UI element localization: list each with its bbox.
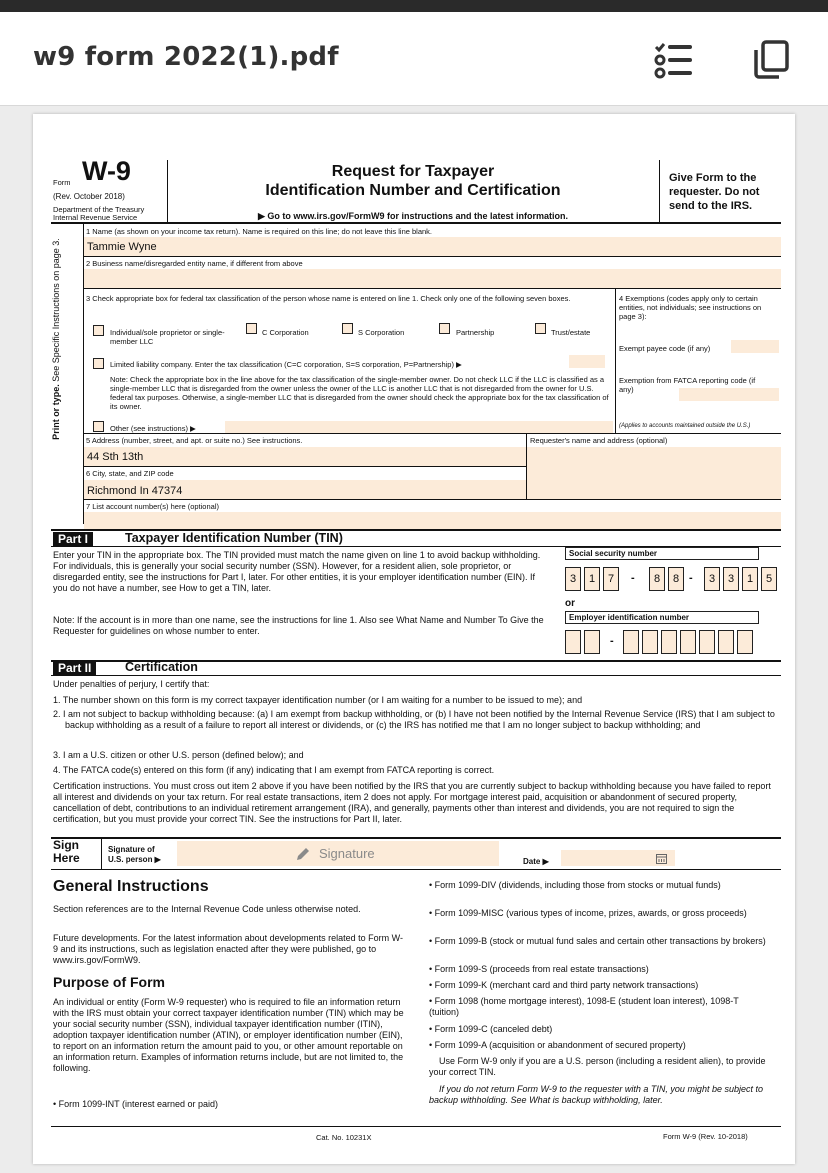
side-label: Print or type. See Specific Instructions on page 3.	[51, 238, 61, 440]
address-field[interactable]: 44 Sth 13th	[84, 447, 526, 466]
checklist-icon[interactable]	[652, 38, 696, 82]
ssn-digit-box[interactable]: 7	[603, 567, 619, 591]
form-1099-div: • Form 1099-DIV (dividends, including those from stocks or mutual funds)	[429, 880, 721, 890]
fatca-label: Exemption from FATCA reporting code (if any)	[619, 376, 756, 394]
catalog-number: Cat. No. 10231X	[316, 1133, 372, 1142]
ein-digit-box[interactable]	[699, 630, 715, 654]
ein-digit-box[interactable]	[737, 630, 753, 654]
city-state-zip-field[interactable]: Richmond In 47374	[84, 480, 526, 499]
ssn-digit-box[interactable]: 1	[742, 567, 758, 591]
c-corp-label: C Corporation	[262, 328, 309, 337]
signature-of-label: Signature of U.S. person ▶	[108, 845, 161, 864]
document-title: w9 form 2022(1).pdf	[33, 42, 339, 72]
individual-label: Individual/sole proprietor or single-member LLC	[110, 328, 225, 346]
llc-classification-field[interactable]	[569, 355, 605, 368]
date-field[interactable]	[561, 850, 675, 866]
cert-instructions: Certification instructions. You must cross out item 2 above if you have been notified by the IRS that you are currently subject to backup withholding because you have failed to report all interest and dividends on your tax return. For real estate transactions, item 2 does not apply. For mortgage interest paid, acquisition or abandonment of secured property, cancellation of debt, contributions to an individual retirement arrangement (IRA), and generally, payments other than interest and dividends, you are not required to sign the certification, but you must provide your correct TIN. See the instructions for Part II, later.	[53, 781, 771, 824]
trust-checkbox[interactable]	[535, 323, 546, 334]
part1-label: Part I	[53, 532, 93, 546]
ssn-digit-box[interactable]: 8	[649, 567, 665, 591]
form-1099-b: • Form 1099-B (stock or mutual fund sales and certain other transactions by brokers)	[429, 936, 766, 946]
copy-icon[interactable]	[750, 38, 794, 82]
form-name: W-9	[82, 156, 131, 186]
form-1099-int: • Form 1099-INT (interest earned or paid)	[53, 1099, 219, 1109]
ssn-digit-box[interactable]: 3	[723, 567, 739, 591]
partnership-checkbox[interactable]	[439, 323, 450, 334]
ssn-dash: -	[631, 572, 635, 584]
or-label: or	[565, 598, 575, 609]
ein-digit-box[interactable]	[584, 630, 600, 654]
line6-label: 6 City, state, and ZIP code	[86, 469, 174, 478]
llc-checkbox[interactable]	[93, 358, 104, 369]
account-number-field[interactable]	[84, 512, 781, 529]
cert-item-4: 4. The FATCA code(s) entered on this form (if any) indicating that I am exempt from FATCA reporting is correct.	[53, 765, 495, 775]
name-field[interactable]: Tammie Wyne	[84, 237, 781, 256]
cert-item-2: 2. I am not subject to backup withholding because: (a) I am exempt from backup withholding, or (b) I have not been notified by the Internal Revenue Service (IRS) that I am subject to backup withholding as a result of a failure to report all interest or dividends, or (c) the IRS has notified me that I am no longer subject to backup withholding; and	[53, 709, 775, 730]
goto-instructions: ▶ Go to www.irs.gov/FormW9 for instructions and the latest information.	[257, 211, 569, 221]
ssn-digit-box[interactable]: 8	[668, 567, 684, 591]
sign-here-label: Sign Here	[53, 838, 80, 865]
general-instructions-title: General Instructions	[53, 878, 209, 895]
signature-field[interactable]: Signature	[177, 841, 499, 866]
form-1099-a: • Form 1099-A (acquisition or abandonment of secured property)	[429, 1040, 686, 1050]
c-corp-checkbox[interactable]	[246, 323, 257, 334]
ssn-digit-box[interactable]: 5	[761, 567, 777, 591]
other-checkbox[interactable]	[93, 421, 104, 432]
ein-digit-box[interactable]	[642, 630, 658, 654]
s-corp-checkbox[interactable]	[342, 323, 353, 334]
part1-text: Enter your TIN in the appropriate box. The TIN provided must match the name given on line 1 to avoid backup withholding. For individuals, this is generally your social security number (SSN). However, for a resident alien, sole proprietor, or disregarded entity, see the instructions for Part I, later. For other entities, it is your employer identification number (EIN). If you do not have a number, see How to get a TIN, later.	[53, 550, 541, 593]
ssn-label: Social security number	[565, 547, 759, 560]
llc-label: Limited liability company. Enter the tax classification (C=C corporation, S=S corporation, P=Partnership) ▶	[110, 360, 462, 369]
form-title: Request for Taxpayer Identification Number and Certification	[265, 163, 561, 199]
ssn-dash: -	[689, 572, 693, 584]
give-form-note: Give Form to the requester. Do not send to the IRS.	[669, 172, 760, 212]
fatca-applies-note: (Applies to accounts maintained outside the U.S.)	[619, 423, 751, 429]
exempt-payee-field[interactable]	[731, 340, 779, 353]
backup-withholding-note: If you do not return Form W-9 to the requester with a TIN, you might be subject to backup withholding. See What is backup withholding, later.	[429, 1084, 763, 1105]
pen-icon	[295, 846, 311, 862]
requester-label: Requester's name and address (optional)	[530, 436, 668, 445]
use-w9-note: Use Form W-9 only if you are a U.S. person (including a resident alien), to provide your correct TIN.	[429, 1056, 766, 1077]
fatca-field[interactable]	[679, 388, 779, 401]
exempt-payee-label: Exempt payee code (if any)	[619, 344, 711, 353]
footer-form: Form W-9 (Rev. 10-2018)	[663, 1132, 748, 1141]
ein-digit-box[interactable]	[623, 630, 639, 654]
part2-title: Certification	[125, 660, 198, 674]
form-1099-c: • Form 1099-C (canceled debt)	[429, 1024, 553, 1034]
ein-digit-box[interactable]	[718, 630, 734, 654]
cert-item-1: 1. The number shown on this form is my correct taxpayer identification number (or I am waiting for a number to be issued to me); and	[53, 695, 583, 705]
form-label: Form	[53, 178, 71, 187]
calendar-icon[interactable]	[656, 853, 667, 864]
form-1098: • Form 1098 (home mortgage interest), 1098-E (student loan interest), 1098-T (tuition)	[429, 996, 739, 1017]
ssn-digit-box[interactable]: 1	[584, 567, 600, 591]
other-label: Other (see instructions) ▶	[110, 424, 196, 433]
ein-digit-box[interactable]	[661, 630, 677, 654]
general-p2: Future developments. For the latest information about developments related to Form W-9 and its instructions, such as legislation enacted after they were published, go to www.irs.gov/FormW9.	[53, 933, 404, 965]
line7-label: 7 List account number(s) here (optional)	[86, 502, 219, 511]
status-strip	[0, 0, 828, 12]
s-corp-label: S Corporation	[358, 328, 405, 337]
ssn-digit-box[interactable]: 3	[565, 567, 581, 591]
pdf-page	[33, 114, 795, 1164]
trust-label: Trust/estate	[551, 328, 591, 337]
ein-digit-box[interactable]	[565, 630, 581, 654]
app-bar	[0, 12, 828, 106]
part1-note: Note: If the account is in more than one name, see the instructions for line 1. Also see What Name and Number To Give the Requester for guidelines on whose number to enter.	[53, 615, 544, 636]
date-label: Date ▶	[523, 857, 549, 866]
part1-title: Taxpayer Identification Number (TIN)	[125, 531, 343, 545]
line2-label: 2 Business name/disregarded entity name, if different from above	[86, 259, 303, 268]
ein-dash: -	[610, 635, 614, 647]
cert-item-3: 3. I am a U.S. citizen or other U.S. person (defined below); and	[53, 750, 304, 760]
llc-note: Note: Check the appropriate box in the line above for the tax classification of the single-member owner. Do not check LLC if the LLC is classified as a single-member LLC that is disregarded from the owner unless the owner of the LLC is another LLC that is not disregarded from the owner for U.S. federal tax purposes. Otherwise, a single-member LLC that is disregarded from the owner should check the appropriate box for the tax classification of its owner.	[110, 375, 609, 411]
form-1099-k: • Form 1099-K (merchant card and third party network transactions)	[429, 980, 699, 990]
line1-label: 1 Name (as shown on your income tax return). Name is required on this line; do not leave this line blank.	[86, 227, 433, 236]
partnership-label: Partnership	[456, 328, 495, 337]
form-1099-misc: • Form 1099-MISC (various types of income, prizes, awards, or gross proceeds)	[429, 908, 747, 918]
line5-label: 5 Address (number, street, and apt. or suite no.) See instructions.	[86, 436, 303, 445]
individual-checkbox[interactable]	[93, 325, 104, 336]
form-rev: (Rev. October 2018)	[53, 192, 125, 201]
treasury-dept: Department of the Treasury	[53, 205, 145, 214]
part2-intro: Under penalties of perjury, I certify that:	[53, 679, 210, 689]
form-1099-s: • Form 1099-S (proceeds from real estate transactions)	[429, 964, 649, 974]
general-p1: Section references are to the Internal Revenue Code unless otherwise noted.	[53, 904, 361, 914]
irs-label: Internal Revenue Service	[53, 213, 138, 222]
business-name-field[interactable]	[84, 269, 781, 288]
exemptions-title: 4 Exemptions (codes apply only to certain entities, not individuals; see instructions on page 3):	[619, 294, 762, 321]
purpose-title: Purpose of Form	[53, 974, 166, 990]
ssn-digit-box[interactable]: 3	[704, 567, 720, 591]
requester-field[interactable]	[527, 447, 781, 499]
part2-label: Part II	[53, 661, 96, 675]
ein-digit-box[interactable]	[680, 630, 696, 654]
other-field[interactable]	[225, 421, 613, 433]
purpose-p3: An individual or entity (Form W-9 requester) who is required to file an information return with the IRS must obtain your correct taxpayer identification number (TIN) which may be your social security number (SSN), individual taxpayer identification number (ITIN), adoption taxpayer identification number (ATIN), or employer identification number (EIN), to report on an information return the amount paid to you, or other amount reportable on an information return. Examples of information returns include, but are not limited to, the following.	[53, 997, 404, 1073]
ein-label: Employer identification number	[565, 611, 759, 624]
line3-label: 3 Check appropriate box for federal tax classification of the person whose name is entered on line 1. Check only one of the following seven boxes.	[86, 294, 571, 303]
